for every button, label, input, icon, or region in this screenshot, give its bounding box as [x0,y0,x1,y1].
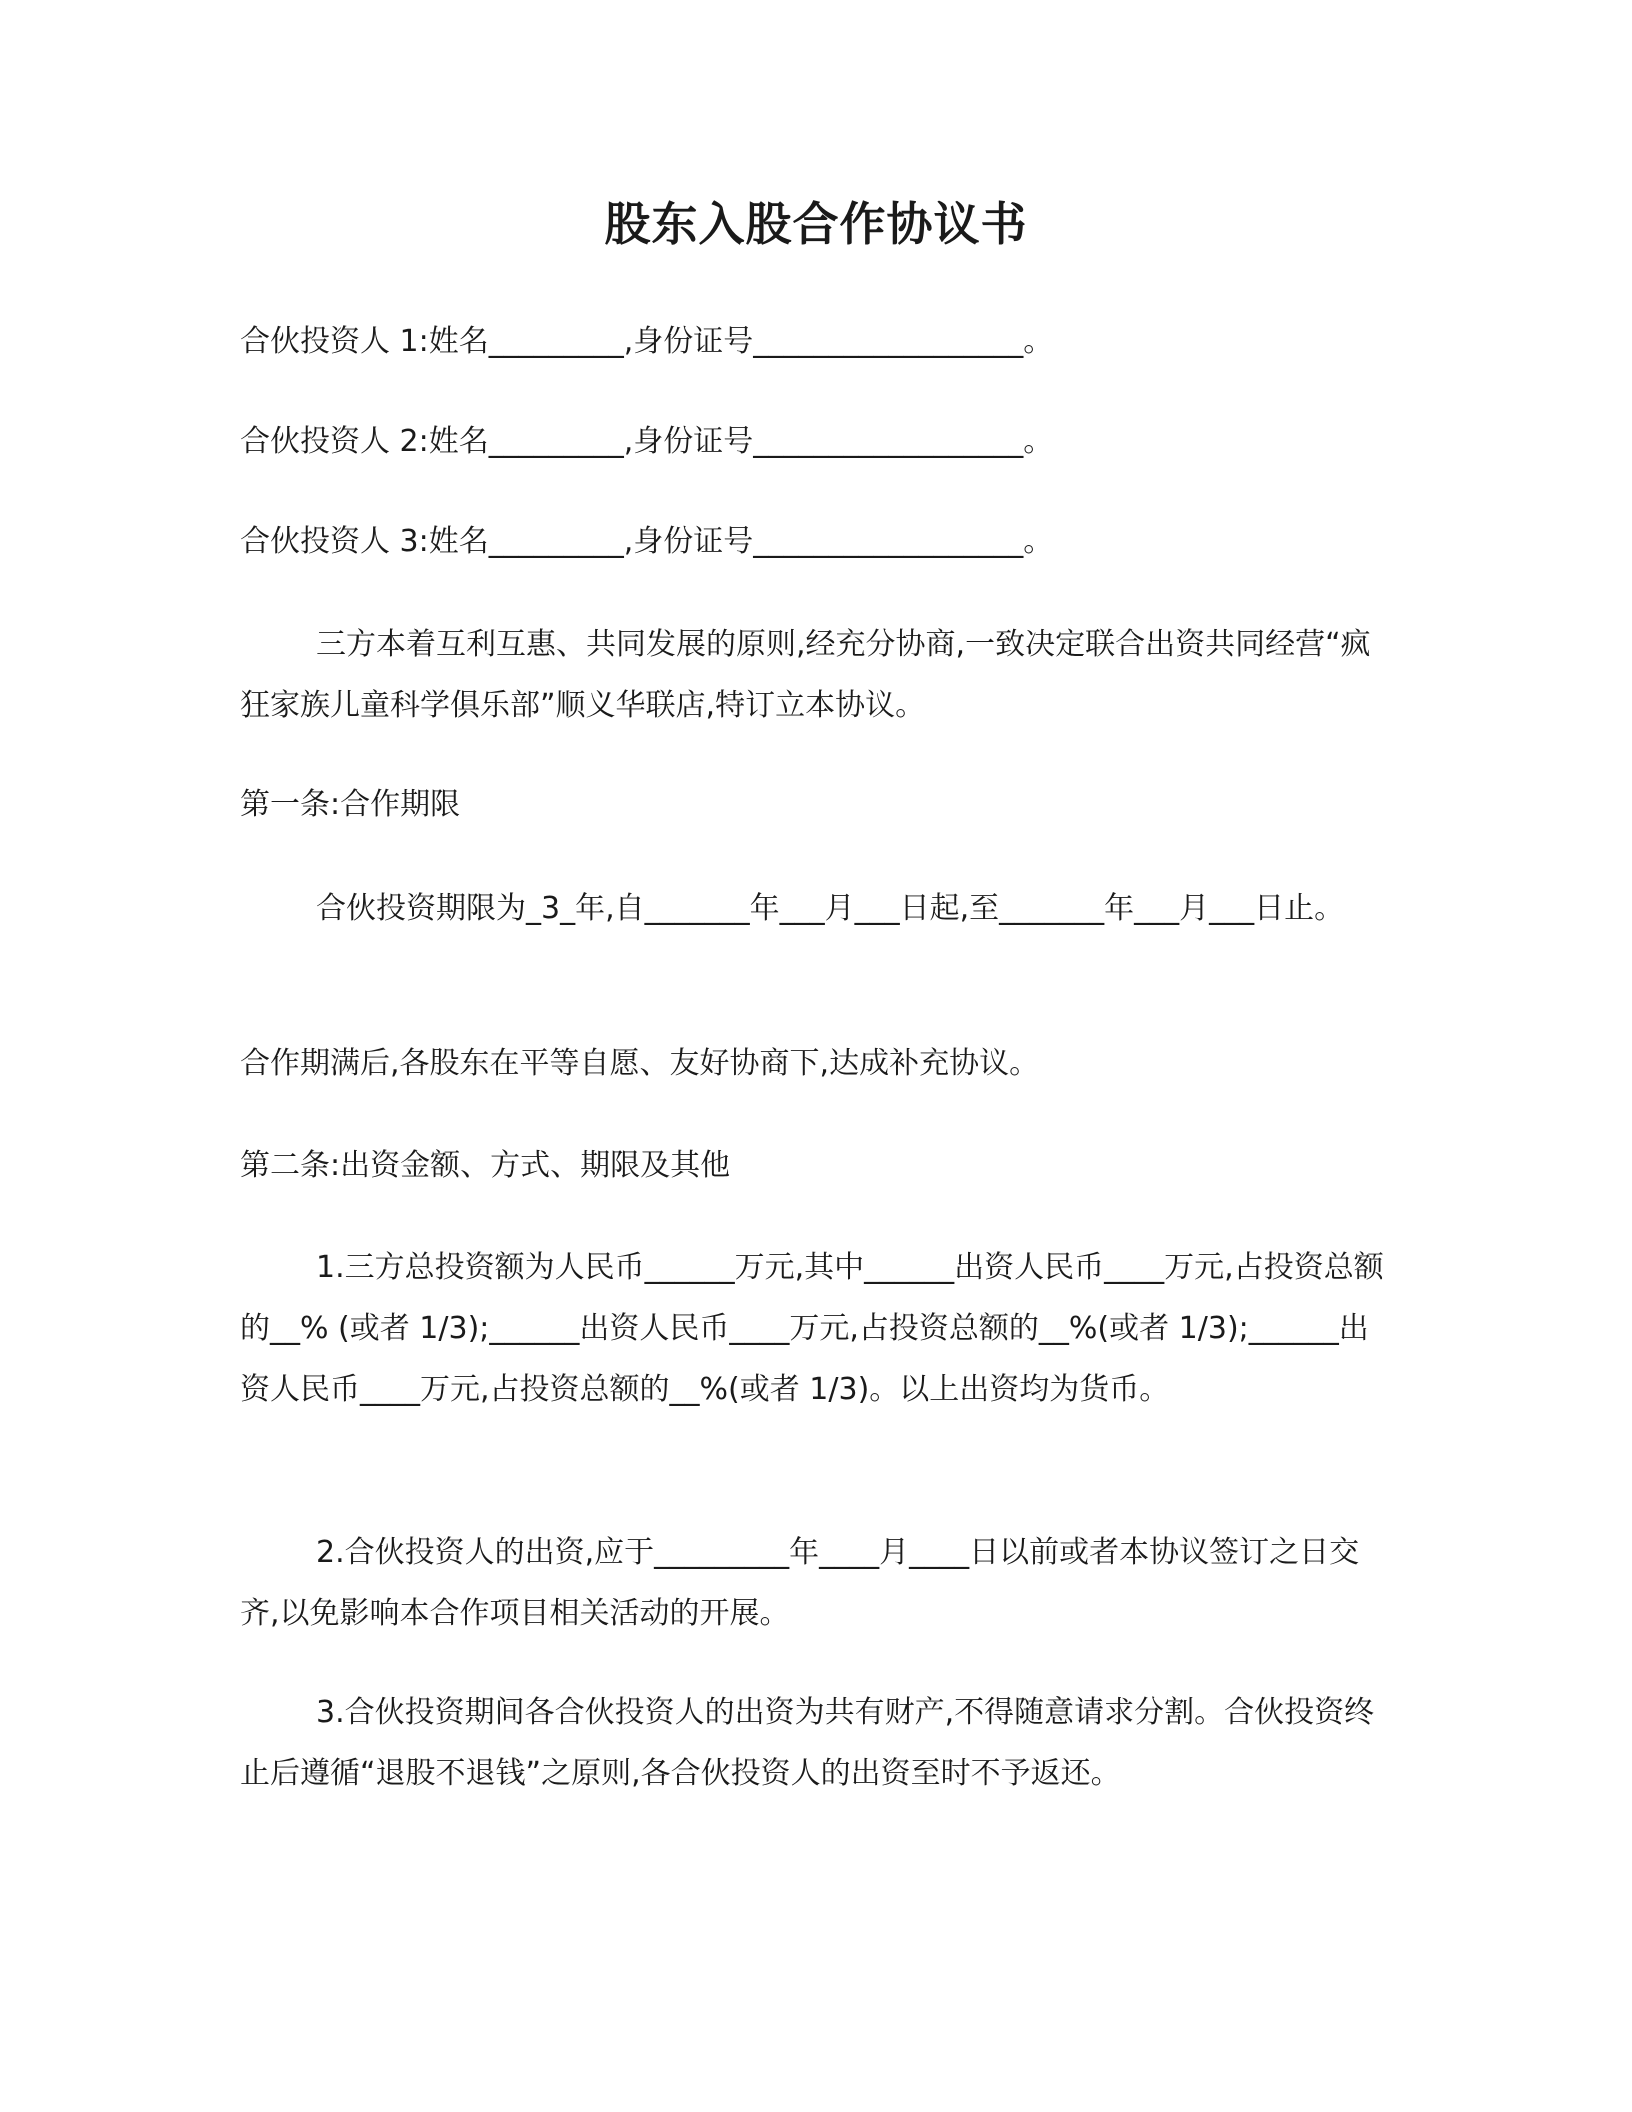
document-title: 股东入股合作协议书 [604,197,1028,251]
investor-3-line: 合伙投资人 3:姓名_________,身份证号__________________。 [240,524,1054,559]
article-2-item-2: 2.合伙投资人的出资,应于_________年____月____日以前或者本协议签订之日交齐,以免影响本合作项目相关活动的开展。 [240,1535,1360,1631]
article-1-heading: 第一条:合作期限 [240,787,461,822]
investor-1-line: 合伙投资人 1:姓名_________,身份证号__________________。 [240,324,1054,359]
article-2-item-1: 1.三方总投资额为人民币______万元,其中______出资人民币____万元,占投资总额的__% (或者 1/3);______出资人民币____万元,占投资总额的__%(或者 1/3);______出资人民币____万元,占投资总额的__%(或者 1/3)。以上出资均为货币。 [240,1250,1384,1407]
investor-2-line: 合伙投资人 2:姓名_________,身份证号__________________。 [240,424,1054,459]
article-1-renewal: 合作期满后,各股东在平等自愿、友好协商下,达成补充协议。 [240,1046,1040,1081]
intro-paragraph: 三方本着互利互惠、共同发展的原则,经充分协商,一致决定联合出资共同经营“疯狂家族儿童科学俱乐部”顺义华联店,特订立本协议。 [240,627,1371,723]
article-2-heading: 第二条:出资金额、方式、期限及其他 [240,1148,731,1183]
article-1-term: 合伙投资期限为_3_年,自_______年___月___日起,至_______年___月___日止。 [316,891,1345,926]
article-2-item-3: 3.合伙投资期间各合伙投资人的出资为共有财产,不得随意请求分割。合伙投资终止后遵循“退股不退钱”之原则,各合伙投资人的出资至时不予返还。 [240,1695,1375,1791]
